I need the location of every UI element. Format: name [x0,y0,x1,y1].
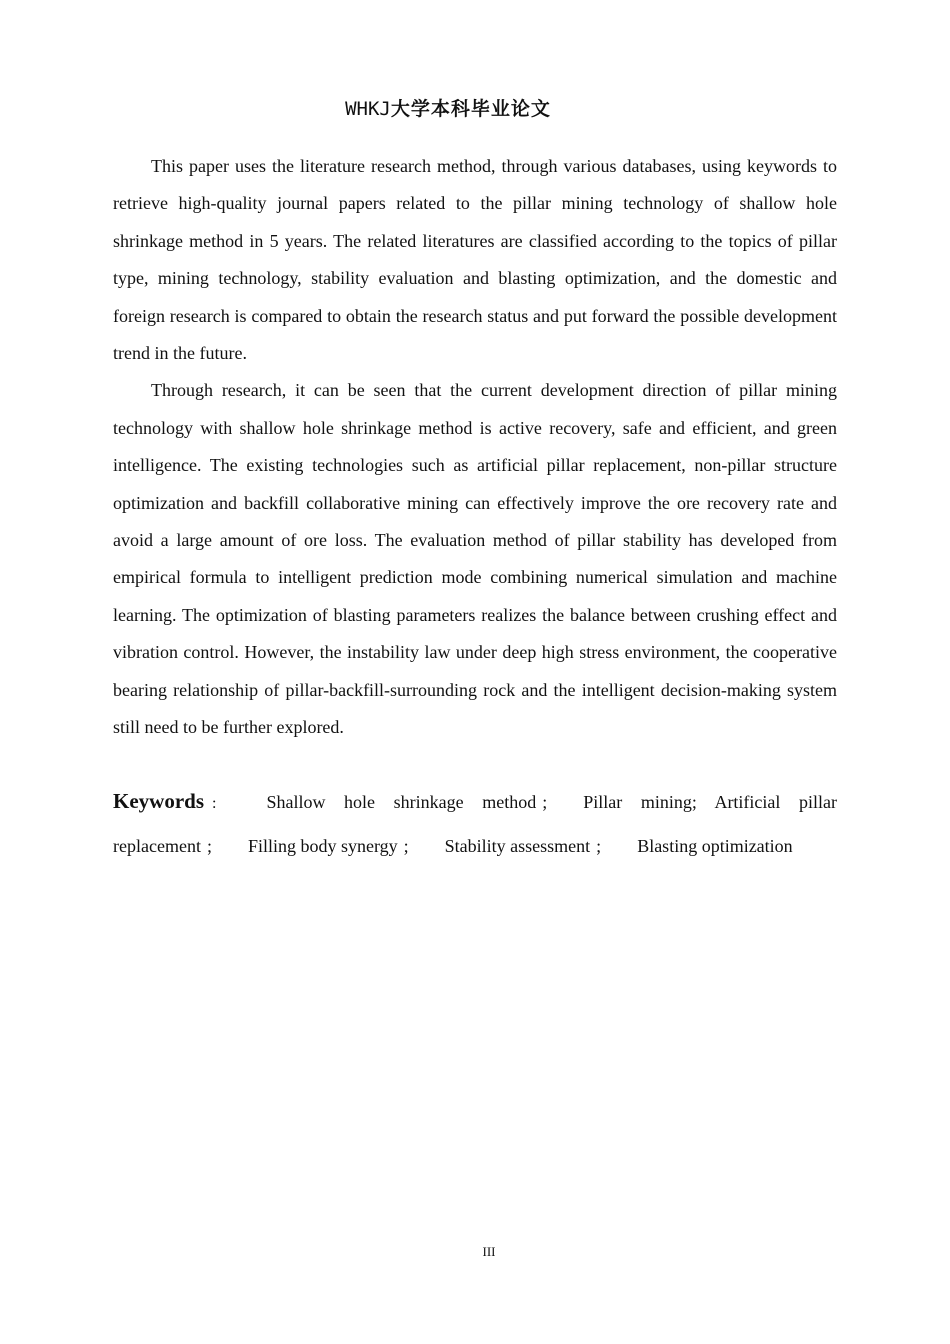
keyword-item: Blasting optimization [637,836,793,856]
page-number: III [482,1244,496,1259]
keyword-separator: ; [542,792,548,812]
abstract-body [113,148,837,747]
keyword-separator: ; [206,836,212,856]
header-title: 大学本科毕业论文 [390,98,551,120]
keyword-separator: ; [403,836,409,856]
keyword-item: Pillar mining; Artificial pillar replacement [113,792,837,856]
keywords-label: Keywords [113,789,204,813]
header-latin: WHKJ [345,98,391,120]
abstract-paragraph-2: Through research, it can be seen that the current development direction of pillar mining technology with shallow hole shrinkage method is active recovery, safe and efficient, and green intelligence. The existing technologies such as artificial pillar replacement, non-pillar structure optimization and backfill collaborative mining can effectively improve the ore recovery rate and avoid a large amount of ore loss. The evaluation method of pillar stability has developed from empirical formula to intelligent prediction mode combining numerical simulation and machine learning. The optimization of blasting parameters realizes the balance between crushing effect and vibration control. However, the instability law under deep high stress environment, the cooperative bearing relationship of pillar-backfill-surrounding rock and the intelligent decision-making system still need to be further explored. [113,380,837,738]
keywords-colon: : [212,795,217,812]
keyword-item: Shallow hole shrinkage method [266,792,537,812]
keyword-item: Filling body synergy [247,836,398,856]
keywords-section [113,780,837,868]
page-header [0,95,896,123]
keyword-item: Stability assessment [444,836,591,856]
keyword-separator: ; [596,836,602,856]
abstract-paragraph-1: This paper uses the literature research method, through various databases, using keywords to retrieve high-quality journal papers related to the pillar mining technology of shallow hole shrinkage method in 5 years. The related literatures are classified according to the topics of pillar type, mining technology, stability evaluation and blasting optimization, and the domestic and foreign research is compared to obtain the research status and put forward the possible development trend in the future. [113,156,837,364]
